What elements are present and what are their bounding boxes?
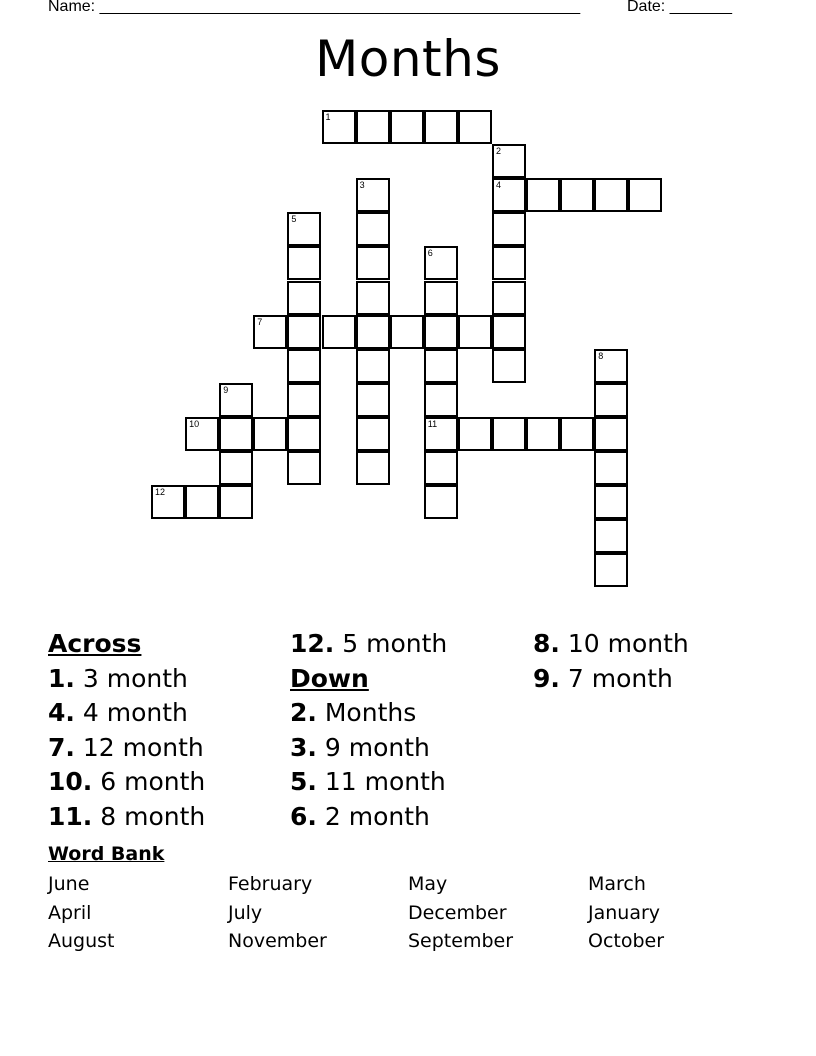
grid-cell[interactable] (356, 178, 390, 212)
grid-cell[interactable] (287, 315, 321, 349)
clue-number: 11 (427, 418, 438, 429)
grid-cell[interactable] (594, 485, 628, 519)
clue-column-2 (290, 627, 447, 834)
grid-cell[interactable] (287, 212, 321, 246)
grid-cell[interactable] (594, 451, 628, 485)
grid-cell[interactable] (356, 451, 390, 485)
grid-cell[interactable] (526, 178, 560, 212)
grid-cell[interactable] (253, 315, 287, 349)
clue-down-3: 3. 9 month (290, 732, 430, 762)
word-bank-item: December (408, 902, 507, 924)
grid-cell[interactable] (526, 417, 560, 451)
clue-column-3 (533, 627, 689, 696)
grid-cell[interactable] (424, 485, 458, 519)
clue-number: 6 (427, 248, 433, 259)
grid-cell[interactable] (356, 315, 390, 349)
grid-cell[interactable] (322, 110, 356, 144)
word-bank-item: January (588, 902, 661, 924)
grid-cell[interactable] (492, 212, 526, 246)
grid-cell[interactable] (458, 110, 492, 144)
word-bank-item: November (228, 930, 327, 952)
clue-number: 2 (496, 146, 502, 157)
word-bank-item: July (228, 902, 263, 924)
clue-down-2: 2. Months (290, 698, 417, 727)
word-bank-item: October (588, 930, 665, 952)
clue-across-1: 1. 3 month (48, 663, 188, 693)
grid-cell[interactable] (185, 485, 219, 519)
word-bank-item: May (408, 873, 448, 895)
grid-cell[interactable] (356, 383, 390, 417)
grid-cell[interactable] (424, 451, 458, 485)
grid-cell[interactable] (424, 315, 458, 349)
grid-cell[interactable] (219, 417, 253, 451)
word-bank-title: Word Bank (48, 843, 165, 865)
grid-cell[interactable] (424, 281, 458, 315)
grid-cell[interactable] (492, 178, 526, 212)
word-bank-item: April (48, 902, 92, 924)
clue-number: 10 (189, 418, 200, 429)
name-field-line: Name: ______________________________________________________ (48, 0, 581, 15)
grid-cell[interactable] (356, 110, 390, 144)
grid-cell[interactable] (390, 110, 424, 144)
word-bank-item: June (48, 873, 90, 895)
grid-cell[interactable] (424, 246, 458, 280)
grid-cell[interactable] (424, 383, 458, 417)
grid-cell[interactable] (219, 451, 253, 485)
grid-cell[interactable] (594, 417, 628, 451)
grid-cell[interactable] (492, 349, 526, 383)
grid-cell[interactable] (424, 110, 458, 144)
clue-number: 3 (359, 180, 365, 191)
grid-cell[interactable] (628, 178, 662, 212)
grid-cell[interactable] (356, 246, 390, 280)
clue-down-5: 5. 11 month (290, 767, 446, 796)
clue-number: 4 (496, 180, 502, 191)
grid-cell[interactable] (492, 246, 526, 280)
grid-cell[interactable] (287, 417, 321, 451)
clue-across-12: 12. 5 month (290, 629, 448, 658)
clue-across-7: 7. 12 month (48, 732, 204, 762)
grid-cell[interactable] (492, 281, 526, 315)
across-heading: Across (48, 629, 142, 658)
grid-cell[interactable] (356, 212, 390, 246)
grid-cell[interactable] (492, 417, 526, 451)
grid-cell[interactable] (560, 417, 594, 451)
grid-cell[interactable] (594, 383, 628, 417)
word-bank-item: September (408, 930, 514, 952)
clue-across-10: 10. 6 month (48, 767, 206, 796)
clue-number: 8 (598, 350, 604, 361)
word-bank-item: February (228, 873, 313, 895)
clue-down-9: 9. 7 month (533, 663, 673, 693)
grid-cell[interactable] (594, 349, 628, 383)
grid-cell[interactable] (185, 417, 219, 451)
grid-cell[interactable] (594, 178, 628, 212)
clue-number: 5 (291, 214, 297, 225)
grid-cell[interactable] (594, 553, 628, 587)
grid-cell[interactable] (492, 144, 526, 178)
grid-cell[interactable] (356, 349, 390, 383)
grid-cell[interactable] (322, 315, 356, 349)
clue-across-11: 11. 8 month (48, 801, 206, 831)
clue-across-4: 4. 4 month (48, 698, 188, 727)
clue-column-1 (48, 627, 205, 834)
clue-number: 9 (223, 384, 229, 395)
grid-cell[interactable] (356, 281, 390, 315)
grid-cell[interactable] (219, 485, 253, 519)
grid-cell[interactable] (219, 383, 253, 417)
grid-cell[interactable] (287, 246, 321, 280)
grid-cell[interactable] (287, 281, 321, 315)
grid-cell[interactable] (287, 451, 321, 485)
clue-number: 12 (155, 487, 166, 498)
word-bank-item: March (588, 873, 646, 895)
clue-number: 7 (257, 316, 263, 327)
clue-down-6: 6. 2 month (290, 801, 430, 831)
grid-cell[interactable] (458, 315, 492, 349)
grid-cell[interactable] (356, 417, 390, 451)
date-field-line: Date: _______ (627, 0, 732, 15)
grid-cell[interactable] (151, 485, 185, 519)
grid-cell[interactable] (560, 178, 594, 212)
word-bank-item: August (48, 930, 115, 952)
clue-down-8: 8. 10 month (533, 629, 689, 658)
grid-cell[interactable] (424, 417, 458, 451)
clue-number: 1 (325, 112, 331, 122)
down-heading: Down (290, 663, 369, 693)
grid-cell[interactable] (424, 349, 458, 383)
grid-cell[interactable] (458, 417, 492, 451)
grid-cell[interactable] (287, 349, 321, 383)
grid-cell[interactable] (287, 383, 321, 417)
grid-cell[interactable] (594, 519, 628, 553)
grid-cell[interactable] (253, 417, 287, 451)
grid-cell[interactable] (492, 315, 526, 349)
grid-cell[interactable] (390, 315, 424, 349)
puzzle-title: Months (315, 30, 501, 88)
